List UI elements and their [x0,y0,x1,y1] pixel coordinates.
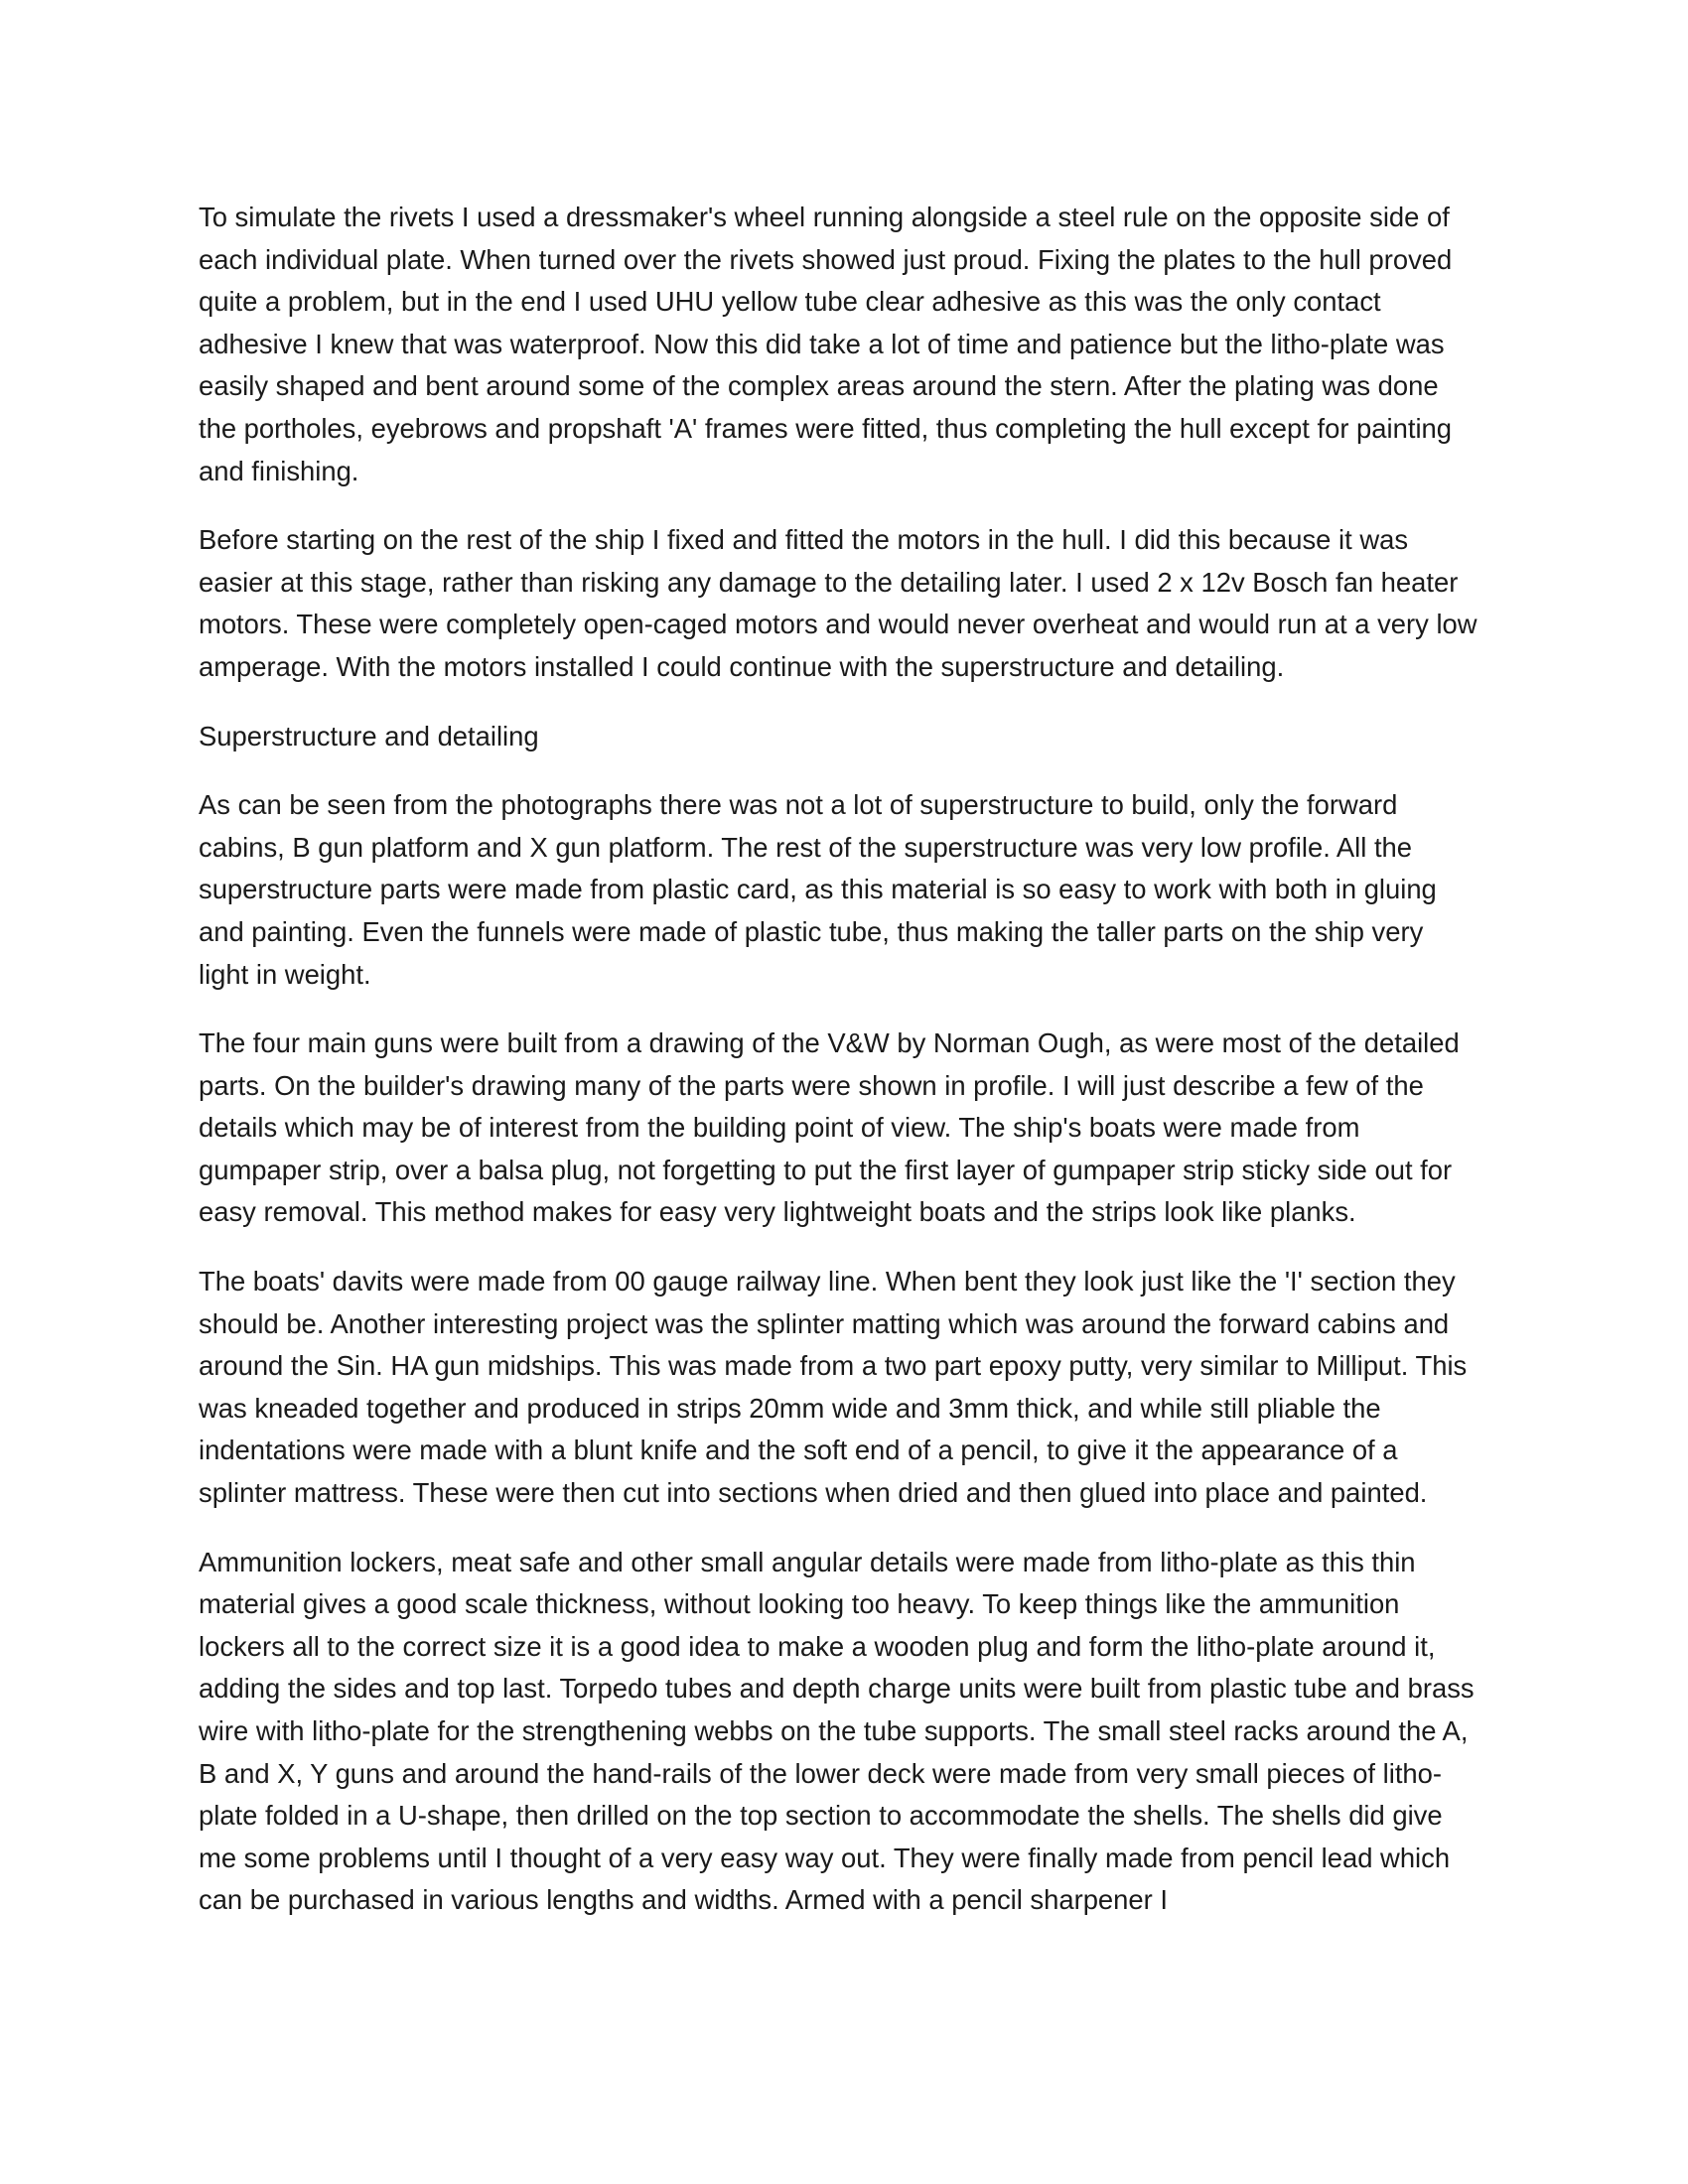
paragraph-superstructure: As can be seen from the photographs there was not a lot of superstructure to build, only the forward cabins, B gun platform and X gun platform. The rest of the superstructure was very low profile. All the superstructure parts were made from plastic card, as this material is so easy to work with both in gluing and painting. Even the funnels were made of plastic tube, thus making the taller parts on the ship very light in weight. [199,789,1437,990]
section-heading-superstructure: Superstructure and detailing [199,720,539,751]
paragraph-main-guns: The four main guns were built from a drawing of the V&W by Norman Ough, as were most of the detailed parts. On the builder's drawing many of the parts were shown in profile. I will just describe a few of the details which may be of interest from the building point of view. The ship's boats were made from gumpaper strip, over a balsa plug, not forgetting to put the first layer of gumpaper strip sticky side out for easy removal. This method makes for easy very lightweight boats and the strips look like planks. [199,1027,1460,1228]
paragraph-ammunition-lockers: Ammunition lockers, meat safe and other small angular details were made from litho-plate as this thin material gives a good scale thickness, without looking too heavy. To keep things like the ammunition lockers all to the correct size it is a good idea to make a wooden plug and form the litho-plate around it, adding the sides and top last. Torpedo tubes and depth charge units were built from plastic tube and brass wire with litho-plate for the strengthening webbs on the tube supports. The small steel racks around the A, B and X, Y guns and around the hand-rails of the lower deck were made from very small pieces of litho-plate folded in a U-shape, then drilled on the top section to accommodate the shells. The shells did give me some problems until I thought of a very easy way out. They were finally made from pencil lead which can be purchased in various lengths and widths. Armed with a pencil sharpener I [199,1546,1475,1916]
paragraph-rivets: To simulate the rivets I used a dressmaker's wheel running alongside a steel rule on the opposite side of each individual plate. When turned over the rivets showed just proud. Fixing the plates to the hull proved quite a problem, but in the end I used UHU yellow tube clear adhesive as this was the only contact adhesive I knew that was waterproof. Now this did take a lot of time and patience but the litho-plate was easily shaped and bent around some of the complex areas around the stern. After the plating was done the portholes, eyebrows and propshaft 'A' frames were fitted, thus completing the hull except for painting and finishing. [199,202,1453,486]
paragraph-davits: The boats' davits were made from 00 gauge railway line. When bent they look just like the 'I' section they should be. Another interesting project was the splinter matting which was around the forward cabins and around the Sin. HA gun midships. This was made from a two part epoxy putty, very similar to Milliput. This was kneaded together and produced in strips 20mm wide and 3mm thick, and while still pliable the indentations were made with a blunt knife and the soft end of a pencil, to give it the appearance of a splinter mattress. These were then cut into sections when dried and then glued into place and painted. [199,1266,1468,1509]
paragraph-motors: Before starting on the rest of the ship I fixed and fitted the motors in the hull. I did this because it was easier at this stage, rather than risking any damage to the detailing later. I used 2 x 12v Bosch fan heater motors. These were completely open-caged motors and would never overheat and would run at a very low amperage. With the motors installed I could continue with the superstructure and detailing. [199,524,1477,682]
document-page [199,197,1479,1949]
